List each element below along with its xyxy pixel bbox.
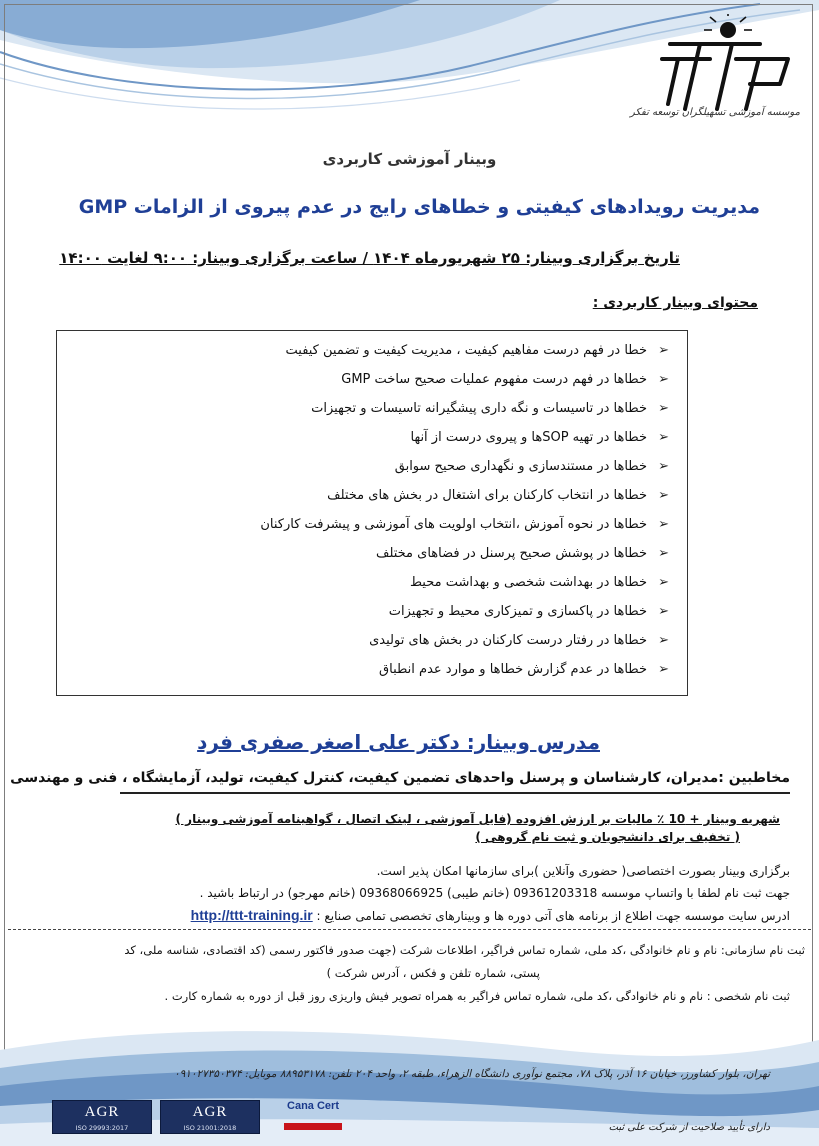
arrow-bullet-icon: ➢ [658, 372, 669, 387]
date-time-line: تاریخ برگزاری وبینار: ۲۵ شهریورماه ۱۴۰۴ / ساعت برگزاری وبینار: ۹:۰۰ لغایت ۱۴:۰۰ [59, 249, 680, 267]
agr-badge-label: AGR [192, 1104, 228, 1120]
agr-badge-iso: ISO 29993:2017 [75, 1124, 129, 1132]
footer-license: دارای تأیید صلاحیت از شرکت علی ثبت [608, 1122, 770, 1133]
topic-text: خطاها در عدم گزارش خطاها و موارد عدم انطباق [379, 662, 647, 677]
topic-item [311, 397, 669, 421]
website-info [20, 907, 790, 923]
canacert-red-bar [284, 1123, 342, 1130]
logo-caption: موسسه آموزشی تسهیلگران توسعه تفکر [630, 107, 800, 118]
topic-item [260, 513, 669, 537]
footer-address: تهران، بلوار کشاورز، خیابان ۱۶ آذر، پلاک ۷۸، مجتمع نوآوری دانشگاه الزهراء، طبقه ۲، واحد ۲۰۴ تلفن: ۸۸۹۵۳۱۷۸ موبایل: ۰۹۱۰۲۷۳۵۰۳۷۴ [173, 1068, 770, 1080]
audience-line: مخاطبین :مدیران، کارشناسان و پرسنل واحدهای تضمین کیفیت، کنترل کیفیت، تولید، آزمایشگاه ، فنی و مهندسی [10, 770, 790, 786]
private-session-info: برگزاری وبینار بصورت اختصاصی( حضوری وآنلاین )برای سازمانها امکان پذیر است. [376, 864, 790, 878]
canacert-label: Cana Cert [287, 1100, 339, 1112]
agr-iso-29993-badge [52, 1100, 152, 1134]
topic-item [379, 658, 669, 682]
topic-item [327, 484, 669, 508]
topic-text: خطاها در تاسیسات و نگه داری پیشگیرانه تاسیسات و تجهیزات [311, 401, 647, 416]
topic-item [376, 542, 669, 566]
topic-text: خطا در فهم درست مفاهیم کیفیت ، مدیریت کیفیت و تضمین کیفیت [285, 343, 647, 358]
section-divider [8, 929, 811, 930]
arrow-bullet-icon: ➢ [658, 517, 669, 532]
topic-item [410, 571, 669, 595]
canacert-badge [282, 1100, 344, 1134]
topic-text: خطاها در پاکسازی و تمیزکاری محیط و تجهیزات [388, 604, 647, 619]
arrow-bullet-icon: ➢ [658, 575, 669, 590]
org-registration-line: ثبت نام سازمانی: نام و نام خانوادگی ،کد ملی، شماره تماس فراگیر، اطلاعات شرکت (جهت صدور فاکتور رسمی (کد اقتصادی، شناسه ملی، کد [124, 943, 805, 957]
arrow-bullet-icon: ➢ [658, 662, 669, 677]
topic-text: خطاها در بهداشت شخصی و بهداشت محیط [409, 575, 647, 590]
topic-text: خطاها در رفتار درست کارکنان در بخش های تولیدی [369, 633, 647, 648]
agr-iso-21001-badge [160, 1100, 260, 1134]
topic-text: خطاها در نحوه آموزش ،انتخاب اولویت های آموزشی و پیشرفت کارکنان [260, 517, 647, 532]
arrow-bullet-icon: ➢ [658, 488, 669, 503]
arrow-bullet-icon: ➢ [658, 604, 669, 619]
topic-text: خطاها در تهیه SOPها و پیروی درست از آنها [410, 430, 647, 445]
topic-item [286, 339, 670, 363]
website-label: ادرس سایت موسسه جهت اطلاع از برنامه های آتی دوره ها و وبینارهای تخصصی تمامی صنایع : [316, 909, 790, 923]
topic-item [389, 600, 669, 624]
arrow-bullet-icon: ➢ [658, 401, 669, 416]
contact-info: جهت ثبت نام لطفا با واتساپ موسسه 09361203318 (خانم طیبی) 09368066925 (خانم مهرجو) در ارتباط باشید . [199, 886, 790, 900]
topic-text: خطاها در پوشش صحیح پرسنل در فضاهای مختلف [375, 546, 647, 561]
arrow-bullet-icon: ➢ [658, 459, 669, 474]
arrow-bullet-icon: ➢ [658, 430, 669, 445]
topics-box [56, 330, 688, 696]
topic-item [395, 455, 669, 479]
agr-badge-label: AGR [84, 1104, 120, 1120]
topic-item [410, 426, 669, 450]
arrow-bullet-icon: ➢ [658, 546, 669, 561]
fee-line: شهریه وبینار + 10 ٪ مالیات بر ارزش افزوده (فایل آموزشی ، لینک اتصال ، گواهینامه آموزشی وبینار ) [175, 812, 780, 826]
audience-underline [120, 792, 790, 794]
topic-item [369, 629, 669, 653]
content-heading: محتوای وبینار کاربردی : [592, 295, 758, 311]
topic-text: خطاها در فهم درست مفهوم عملیات صحیح ساخت GMP [341, 372, 647, 387]
arrow-bullet-icon: ➢ [658, 633, 669, 648]
org-registration-line-2: پستی، شماره تلفن و فکس ، آدرس شرکت ) [326, 966, 540, 980]
arrow-bullet-icon: ➢ [658, 343, 669, 358]
website-link[interactable]: http://ttt-training.ir [190, 907, 313, 923]
topic-text: خطاها در انتخاب کارکنان برای اشتغال در بخش های مختلف [327, 488, 647, 503]
discount-line: ( تخفیف برای دانشجویان و ثبت نام گروهی ) [475, 830, 740, 844]
agr-badge-iso: ISO 21001:2018 [183, 1124, 237, 1132]
instructor-line: مدرس وبینار: دکتر علی اصغر صفری فرد [197, 730, 600, 754]
topic-item [341, 368, 669, 392]
topic-text: خطاها در مستندسازی و نگهداری صحیح سوابق [394, 459, 647, 474]
personal-registration-line: ثبت نام شخصی : نام و نام خانوادگی ،کد ملی، شماره تماس فراگیر به همراه تصویر فیش واریزی روز قبل از دوره به شماره کارت . [164, 989, 790, 1003]
webinar-title: مدیریت رویدادهای کیفیتی و خطاهای رایج در عدم پیروی از الزامات GMP [78, 196, 760, 218]
webinar-subtitle: وبینار آموزشی کاربردی [322, 150, 497, 168]
